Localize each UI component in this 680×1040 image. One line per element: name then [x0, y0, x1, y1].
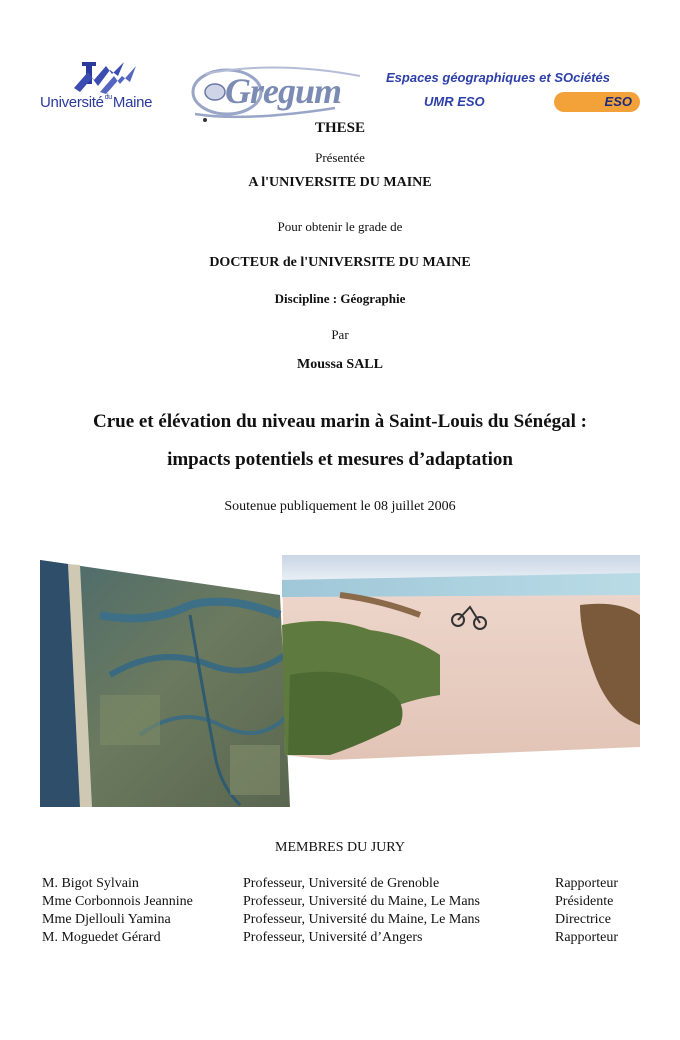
jury-list [42, 876, 642, 948]
jury-member-role: Directrice [555, 912, 611, 927]
jury-heading: MEMBRES DU JURY [275, 840, 405, 855]
jury-member-row [42, 930, 642, 948]
discipline-text: Discipline : Géographie [274, 291, 406, 306]
jury-member-affiliation: Professeur, Université de Grenoble [243, 876, 440, 891]
university-text: A l'UNIVERSITE DU MAINE [248, 175, 432, 190]
universite-du-maine-wordmark: Université$^{du}$Maine [40, 94, 153, 111]
presentee-text: Présentée [315, 150, 365, 165]
beach-photo [282, 555, 640, 760]
jury-member-name: M. Moguedet Gérard [42, 930, 161, 945]
universite-du-maine-logo [40, 62, 165, 122]
jury-member-name: Mme Corbonnois Jeannine [42, 894, 193, 909]
jury-member-row [42, 894, 642, 912]
jury-member-affiliation: Professeur, Université du Maine, Le Mans [243, 894, 480, 909]
photo-collage [40, 555, 640, 807]
par-text: Par [331, 327, 349, 342]
author-name: Moussa SALL [297, 357, 383, 372]
thesis-title-line-1: Crue et élévation du niveau marin à Saint-Louis du Sénégal : [92, 411, 588, 432]
defense-date: Soutenue publiquement le 08 juillet 2006 [224, 499, 456, 514]
jury-member-affiliation: Professeur, Université du Maine, Le Mans [243, 912, 480, 927]
jury-member-row [42, 912, 642, 930]
these-heading: THESE [314, 120, 366, 136]
eso-umr: UMR ESO [424, 94, 485, 109]
jury-member-row [42, 876, 642, 894]
jury-member-role: Rapporteur [555, 876, 618, 891]
gregum-logo [185, 64, 380, 122]
jury-member-role: Présidente [555, 894, 614, 909]
eso-logo [384, 70, 646, 118]
eso-name: Espaces géographiques et SOciétés [386, 70, 610, 85]
jury-member-role: Rapporteur [555, 930, 618, 945]
pour-obtenir-text: Pour obtenir le grade de [277, 219, 403, 234]
degree-text: DOCTEUR de l'UNIVERSITE DU MAINE [209, 255, 471, 270]
thesis-title-line-2: impacts potentiels et mesures d’adaptation [167, 449, 513, 470]
jury-member-affiliation: Professeur, Université d’Angers [243, 930, 423, 945]
jury-member-name: Mme Djellouli Yamina [42, 912, 171, 927]
um-emblem-icon [40, 62, 165, 96]
jury-member-name: M. Bigot Sylvain [42, 876, 139, 891]
aerial-photo [40, 560, 290, 807]
gregum-wordmark: Gregum [225, 71, 342, 111]
eso-badge: ESO [554, 92, 640, 112]
